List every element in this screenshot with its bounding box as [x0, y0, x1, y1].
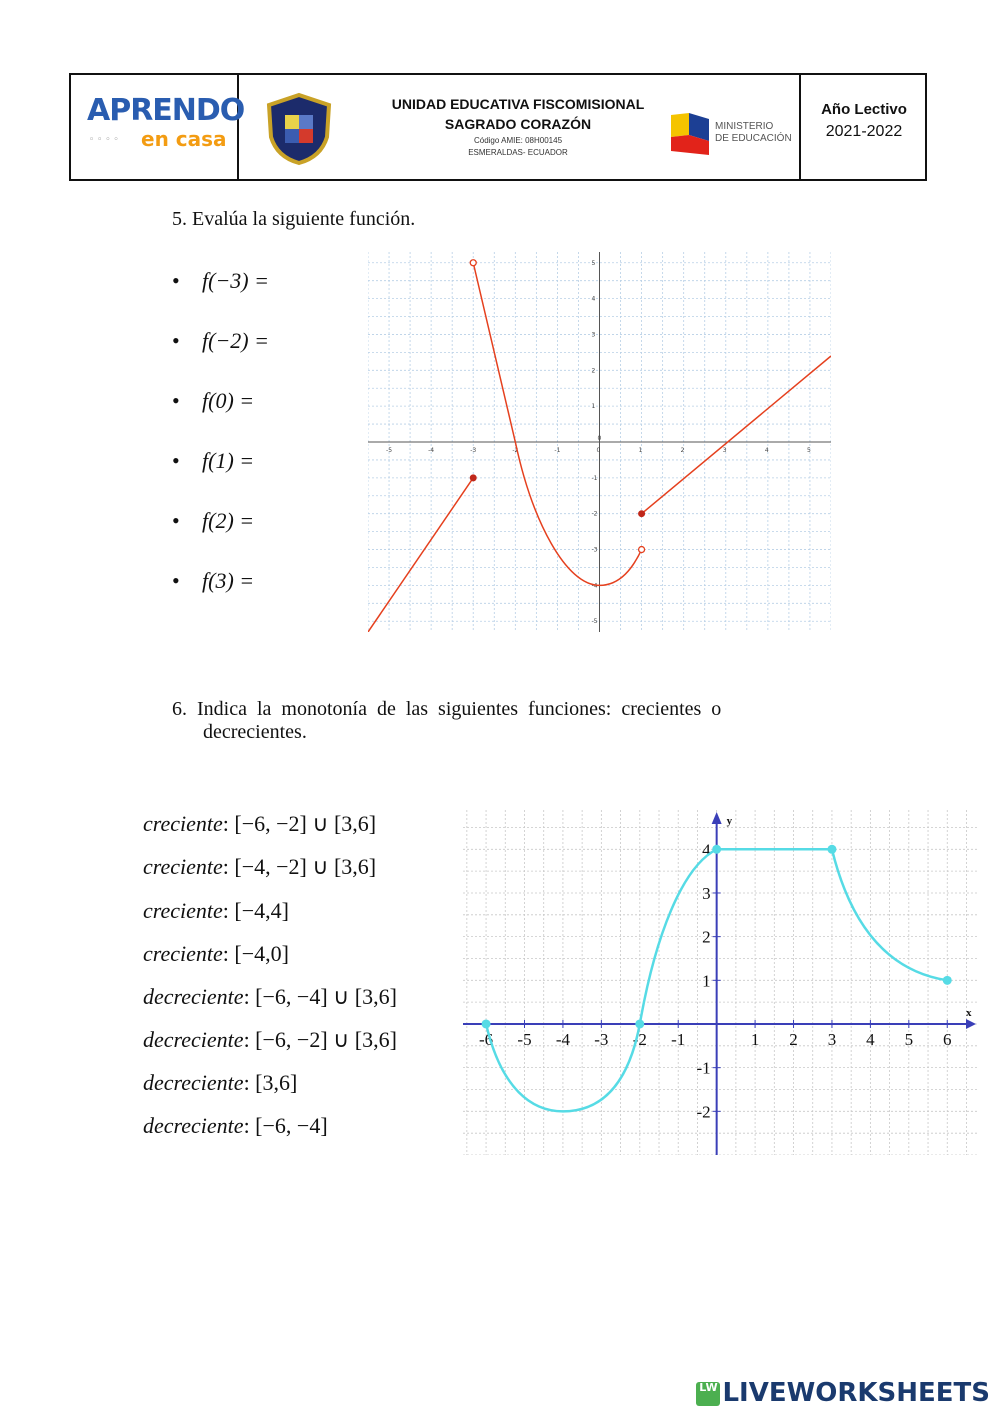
x-tick-label: 6 — [943, 1029, 952, 1049]
y-tick-label: 1 — [702, 971, 711, 991]
x-tick-label: 3 — [722, 447, 727, 454]
x-tick-label: 1 — [638, 447, 643, 454]
ministry-name — [715, 121, 792, 145]
interval-option[interactable] — [143, 854, 376, 880]
school-code: Código AMIE: 08H00145 — [473, 136, 563, 145]
function-graph-1 — [368, 252, 831, 632]
y-tick-label: 4 — [591, 295, 596, 303]
interval-option[interactable] — [143, 898, 289, 924]
x-tick-label: 2 — [789, 1029, 798, 1049]
y-tick-label: -2 — [696, 1102, 711, 1122]
interval-option[interactable] — [143, 1113, 328, 1139]
option-interval: : [−6, −2] ∪ [3,6] — [243, 1027, 397, 1052]
option-interval: : [−4, −2] ∪ [3,6] — [222, 854, 377, 879]
item-expression: f(−3) = — [202, 268, 269, 293]
series-right-line — [642, 356, 831, 514]
school-shield-icon — [261, 91, 337, 167]
series-left-line — [368, 478, 473, 632]
closed-point — [470, 475, 476, 481]
option-interval: : [3,6] — [243, 1070, 298, 1095]
option-interval: : [−4,4] — [222, 898, 289, 923]
y-tick-label: -3 — [591, 546, 598, 554]
x-tick-label: 5 — [806, 447, 811, 454]
x-tick-label: -2 — [632, 1029, 647, 1049]
closed-point — [639, 511, 645, 517]
decorative-dots: ◦ ◦ ◦ ◦ — [89, 135, 119, 145]
question-5-item: • f(−2) = — [172, 328, 269, 353]
option-word: creciente — [143, 898, 223, 923]
year-label: Año Lectivo — [821, 101, 907, 118]
y-axis-label: y — [726, 815, 733, 827]
question-6-line1: 6. Indica la monotonía de las siguientes funciones: crecientes o — [172, 698, 722, 720]
open-point — [470, 260, 476, 266]
school-name-line2: SAGRADO CORAZÓN — [444, 116, 592, 132]
option-interval: : [−6, −4] ∪ [3,6] — [243, 984, 397, 1009]
x-tick-label: -4 — [555, 1029, 571, 1049]
question-5-item: • f(2) = — [172, 508, 255, 533]
x-tick-label: -3 — [470, 447, 477, 454]
x-tick-label: 3 — [827, 1029, 837, 1049]
x-tick-label: 4 — [866, 1029, 875, 1049]
interval-option[interactable] — [143, 1027, 397, 1053]
marked-point — [635, 1019, 644, 1028]
y-tick-label: -4 — [591, 582, 598, 590]
x-tick-label: -6 — [478, 1029, 494, 1049]
y-tick-label: -2 — [591, 510, 598, 518]
y-tick-label: 5 — [591, 259, 596, 267]
school-name-line1: UNIDAD EDUCATIVA FISCOMISIONAL — [391, 96, 645, 112]
marked-point — [827, 845, 836, 854]
option-interval: : [−6, −2] ∪ [3,6] — [222, 811, 377, 836]
item-expression: f(1) = — [202, 448, 255, 473]
x-tick-label: -2 — [512, 447, 519, 454]
ministry-line1: MINISTERIO — [715, 121, 774, 132]
en-casa-word: en casa — [141, 127, 227, 151]
origin-label: 0 — [597, 435, 602, 442]
interval-option[interactable] — [143, 811, 376, 837]
x-tick-label: -3 — [594, 1029, 609, 1049]
question-5-item: • f(0) = — [172, 388, 255, 413]
option-word: creciente — [143, 854, 223, 879]
aprendo-word: APRENDO — [87, 93, 245, 128]
x-tick-label: 5 — [904, 1029, 914, 1049]
x-tick-label: -5 — [517, 1029, 532, 1049]
y-tick-label: -5 — [591, 618, 598, 626]
question-5-item: • f(3) = — [172, 568, 255, 593]
liveworksheets-logo — [696, 1378, 990, 1408]
item-expression: f(3) = — [202, 568, 255, 593]
ministry-flag-icon — [669, 111, 711, 157]
interval-option[interactable] — [143, 984, 397, 1010]
marked-point — [482, 1019, 491, 1028]
year-value: 2021-2022 — [825, 123, 903, 140]
x-tick-label: -4 — [428, 447, 435, 454]
y-tick-label: 4 — [702, 840, 711, 860]
option-interval: : [−4,0] — [222, 941, 289, 966]
item-expression: f(2) = — [202, 508, 255, 533]
y-tick-label: 1 — [591, 403, 596, 411]
x-axis-arrow-icon — [966, 1019, 976, 1029]
x-axis-label: x — [966, 1006, 972, 1019]
y-tick-label: 2 — [702, 927, 711, 947]
y-tick-label: -1 — [591, 474, 598, 482]
option-word: decreciente — [143, 1027, 244, 1052]
item-expression: f(−2) = — [202, 328, 269, 353]
x-tick-label: -1 — [671, 1029, 686, 1049]
x-tick-label: 1 — [750, 1029, 760, 1049]
ministry-line2: DE EDUCACIÓN — [715, 133, 792, 144]
interval-option[interactable] — [143, 941, 289, 967]
interval-option[interactable] — [143, 1070, 297, 1096]
question-5-item: • f(−3) = — [172, 268, 269, 293]
question-6-title — [172, 698, 862, 744]
x-tick-label: 4 — [764, 447, 769, 454]
marked-point — [712, 845, 721, 854]
question-5-item: • f(1) = — [172, 448, 255, 473]
y-axis-arrow-icon — [712, 812, 722, 824]
aprendo-en-casa-logo — [71, 75, 245, 179]
question-5-title: 5. Evalúa la siguiente función. — [172, 208, 416, 230]
y-tick-label: 2 — [591, 367, 596, 375]
liveworksheets-brand: LIVEWORKSHEETS — [722, 1378, 990, 1408]
option-word: creciente — [143, 941, 223, 966]
function-graph-2 — [463, 810, 978, 1155]
x-tick-label: -1 — [554, 447, 561, 454]
marked-point — [943, 976, 952, 985]
y-tick-label: 3 — [591, 331, 596, 339]
y-tick-label: 3 — [702, 883, 711, 903]
question-6-line2: decrecientes. — [203, 721, 307, 743]
x-tick-label: -5 — [386, 447, 393, 454]
option-word: creciente — [143, 811, 223, 836]
y-tick-label: -1 — [696, 1058, 711, 1078]
header-table — [69, 73, 927, 181]
option-word: decreciente — [143, 1070, 244, 1095]
option-word: decreciente — [143, 984, 244, 1009]
school-info-cell — [237, 75, 801, 179]
school-year-cell — [799, 75, 929, 179]
option-interval: : [−6, −4] — [243, 1113, 328, 1138]
option-word: decreciente — [143, 1113, 244, 1138]
lw-badge-icon: LW — [696, 1382, 720, 1406]
school-city: ESMERALDAS- ECUADOR — [468, 148, 568, 157]
item-expression: f(0) = — [202, 388, 255, 413]
open-point — [639, 547, 645, 553]
x-tick-label: 0 — [596, 447, 601, 454]
x-tick-label: 2 — [680, 447, 685, 454]
